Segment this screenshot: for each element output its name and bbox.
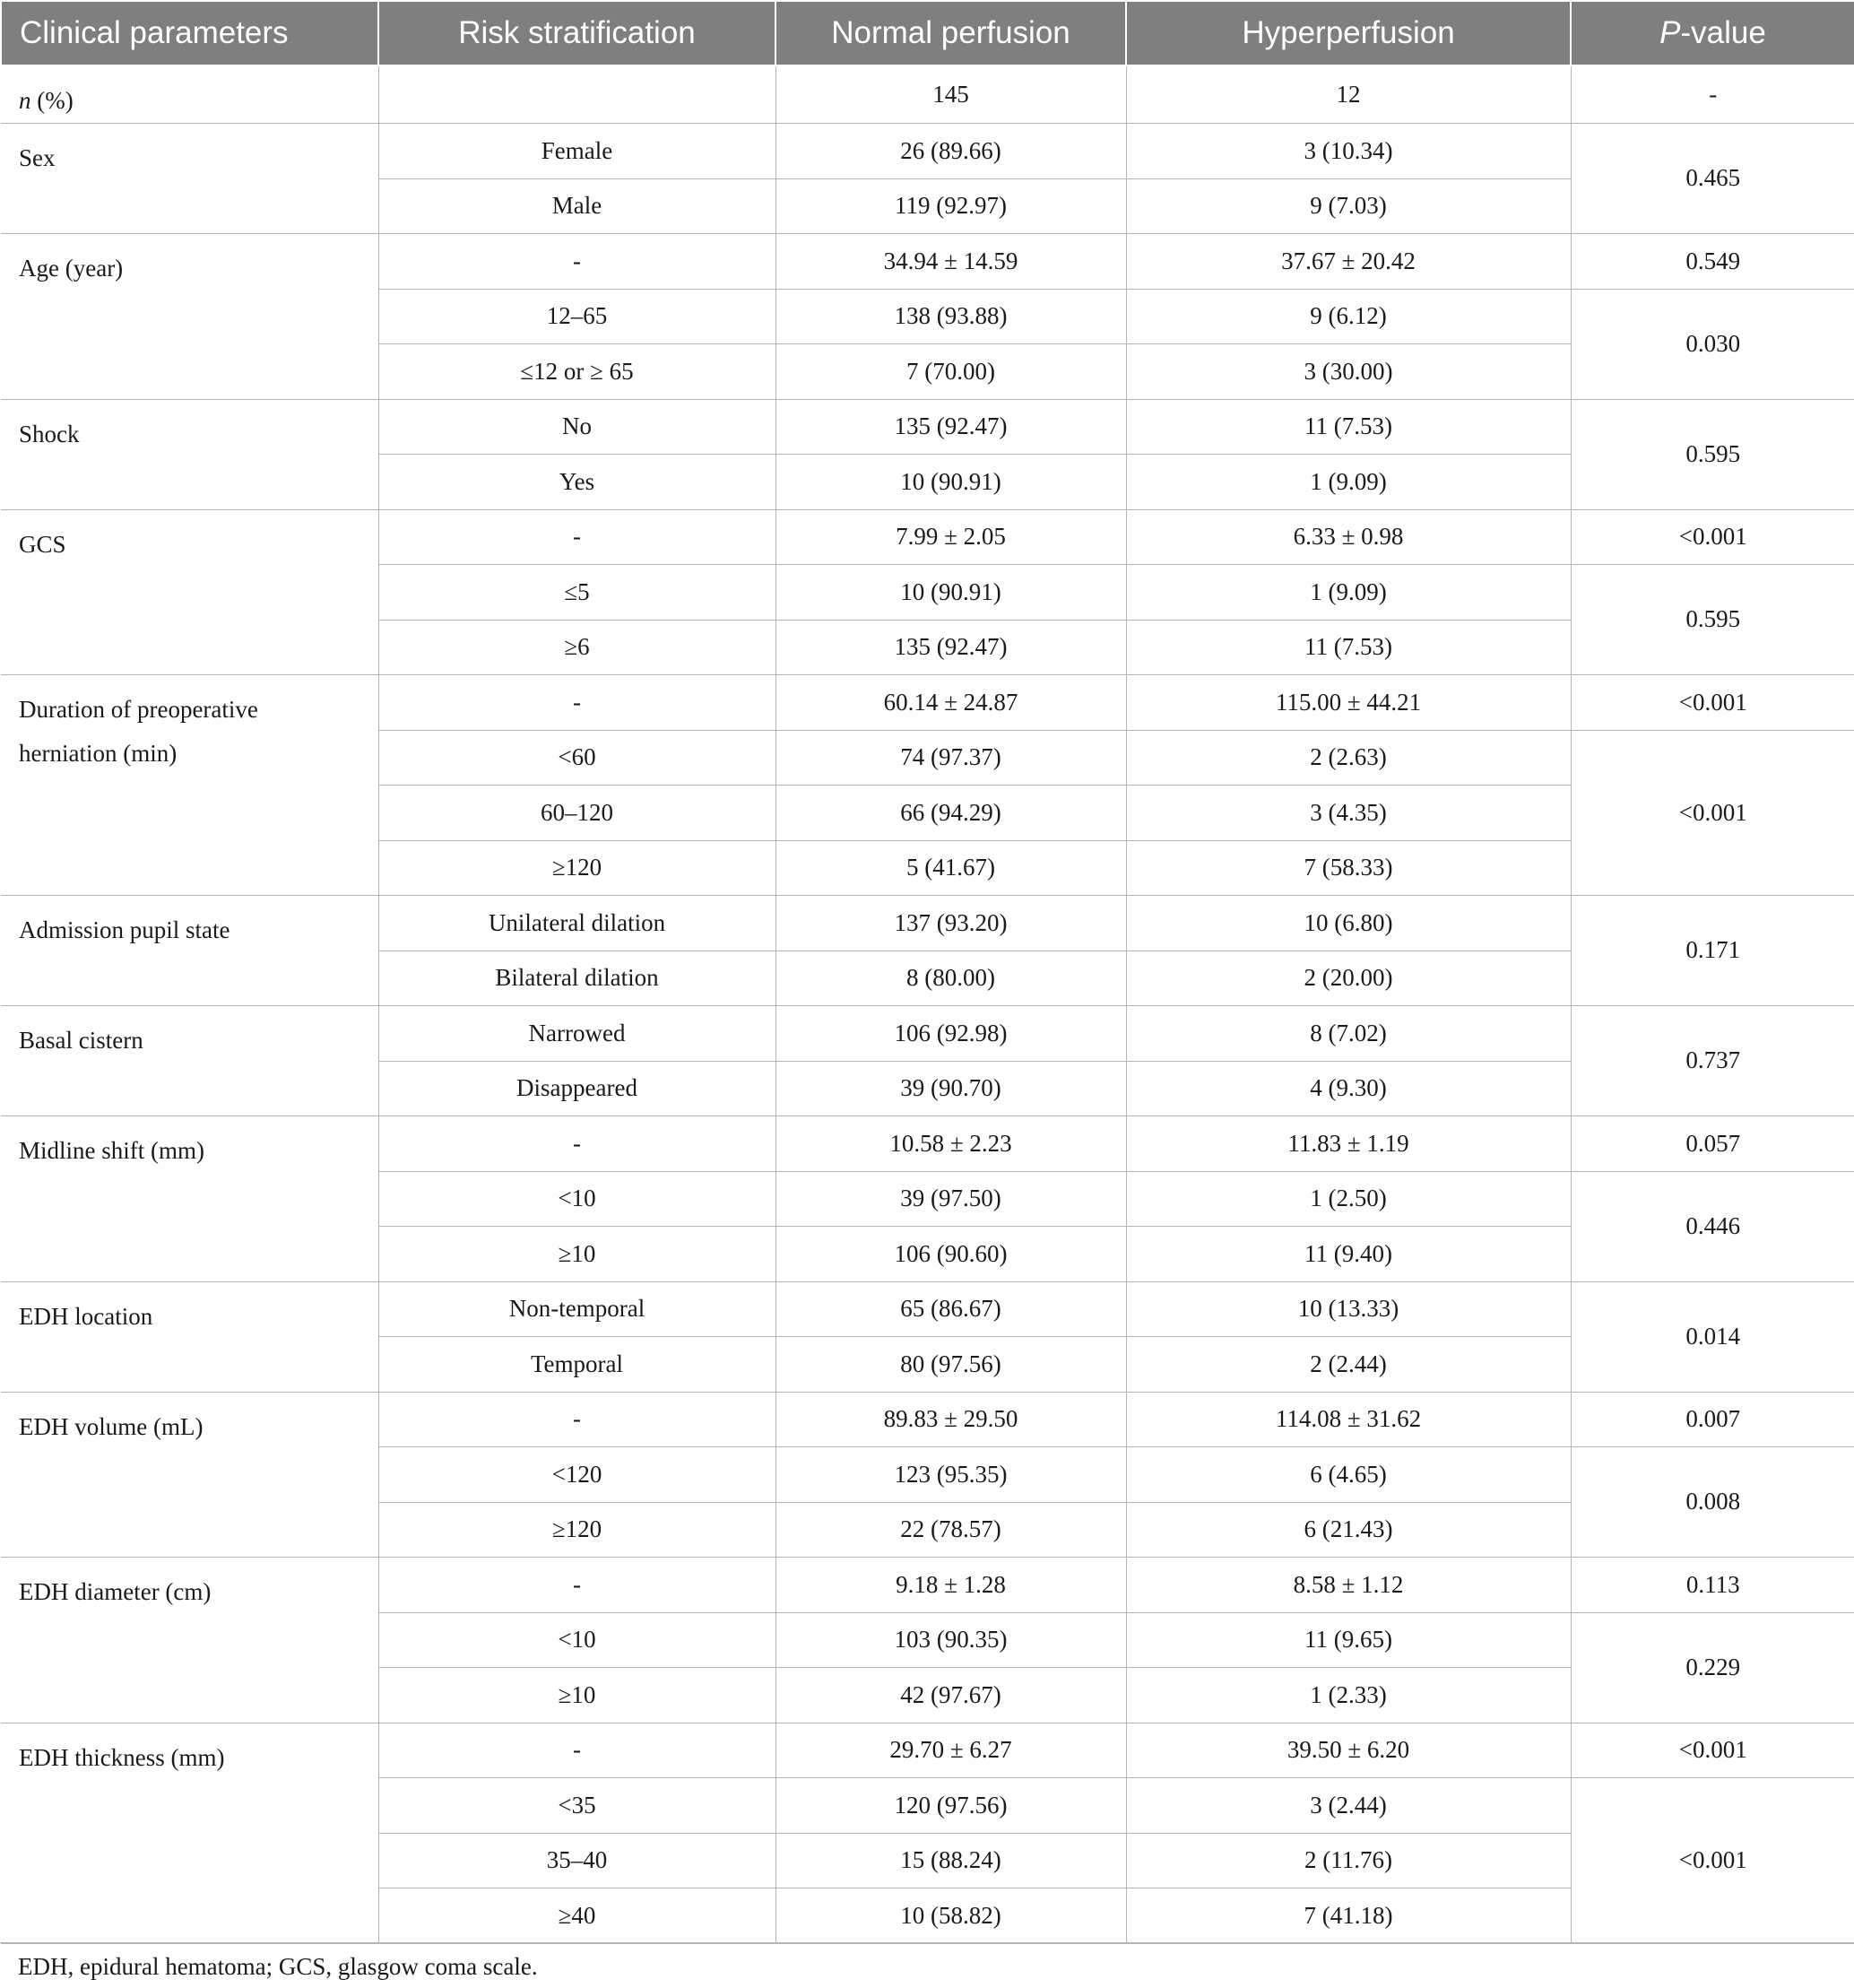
cell-p-value: 0.014 bbox=[1571, 1281, 1854, 1392]
cell-strat: 35–40 bbox=[378, 1833, 775, 1888]
row-label-sex: Sex bbox=[1, 124, 378, 234]
cell-normal: 34.94 ± 14.59 bbox=[775, 234, 1126, 290]
table-row bbox=[1, 675, 1854, 731]
cell-strat: - bbox=[378, 1558, 775, 1613]
cell-strat bbox=[378, 65, 775, 124]
cell-hyper: 8 (7.02) bbox=[1126, 1006, 1571, 1062]
cell-strat: ≤5 bbox=[378, 565, 775, 621]
cell-hyper: 11 (9.65) bbox=[1126, 1612, 1571, 1668]
herniation-label-line2: herniation (min) bbox=[19, 740, 178, 767]
row-label-gcs: GCS bbox=[1, 509, 378, 675]
cell-normal: 10 (90.91) bbox=[775, 565, 1126, 621]
cell-normal: 106 (90.60) bbox=[775, 1227, 1126, 1282]
table-header bbox=[1, 1, 1854, 65]
table-row bbox=[1, 234, 1854, 290]
header-p-value bbox=[1571, 1, 1854, 65]
cell-strat: Female bbox=[378, 124, 775, 179]
cell-hyper: 7 (41.18) bbox=[1126, 1888, 1571, 1944]
cell-strat: 12–65 bbox=[378, 289, 775, 344]
cell-hyper: 115.00 ± 44.21 bbox=[1126, 675, 1571, 731]
cell-normal: 42 (97.67) bbox=[775, 1668, 1126, 1723]
cell-p-value: 0.595 bbox=[1571, 565, 1854, 675]
cell-hyper: 12 bbox=[1126, 65, 1571, 124]
header-p-italic: P bbox=[1659, 15, 1681, 50]
cell-strat: Bilateral dilation bbox=[378, 951, 775, 1006]
cell-normal: 106 (92.98) bbox=[775, 1006, 1126, 1062]
header-normal-perfusion: Normal perfusion bbox=[775, 1, 1126, 65]
cell-p-value: 0.446 bbox=[1571, 1171, 1854, 1281]
cell-normal: 123 (95.35) bbox=[775, 1447, 1126, 1503]
table-row bbox=[1, 1116, 1854, 1172]
cell-hyper: 8.58 ± 1.12 bbox=[1126, 1558, 1571, 1613]
header-clinical-parameters: Clinical parameters bbox=[1, 1, 378, 65]
cell-strat: ≥120 bbox=[378, 1502, 775, 1558]
cell-hyper: 2 (2.44) bbox=[1126, 1337, 1571, 1393]
cell-hyper: 11 (9.40) bbox=[1126, 1227, 1571, 1282]
cell-strat: ≥10 bbox=[378, 1227, 775, 1282]
row-label-herniation bbox=[1, 675, 378, 896]
cell-normal: 7 (70.00) bbox=[775, 344, 1126, 400]
cell-normal: 9.18 ± 1.28 bbox=[775, 1558, 1126, 1613]
cell-p-value: <0.001 bbox=[1571, 1723, 1854, 1778]
cell-hyper: 6 (21.43) bbox=[1126, 1502, 1571, 1558]
cell-strat: <10 bbox=[378, 1171, 775, 1227]
cell-normal: 29.70 ± 6.27 bbox=[775, 1723, 1126, 1778]
cell-strat: Male bbox=[378, 178, 775, 234]
cell-hyper: 1 (9.09) bbox=[1126, 565, 1571, 621]
row-label-midline: Midline shift (mm) bbox=[1, 1116, 378, 1282]
cell-p-value: <0.001 bbox=[1571, 1778, 1854, 1944]
cell-p-value: 0.057 bbox=[1571, 1116, 1854, 1172]
cell-normal: 103 (90.35) bbox=[775, 1612, 1126, 1668]
cell-normal: 80 (97.56) bbox=[775, 1337, 1126, 1393]
cell-normal: 135 (92.47) bbox=[775, 399, 1126, 455]
row-label-cistern: Basal cistern bbox=[1, 1006, 378, 1116]
cell-strat: <120 bbox=[378, 1447, 775, 1503]
cell-normal: 137 (93.20) bbox=[775, 896, 1126, 951]
cell-strat: Disappeared bbox=[378, 1061, 775, 1116]
cell-strat: Unilateral dilation bbox=[378, 896, 775, 951]
cell-strat: - bbox=[378, 1392, 775, 1447]
row-label-shock: Shock bbox=[1, 399, 378, 509]
cell-normal: 10 (90.91) bbox=[775, 455, 1126, 510]
cell-strat: Narrowed bbox=[378, 1006, 775, 1062]
cell-hyper: 37.67 ± 20.42 bbox=[1126, 234, 1571, 290]
cell-p-value: 0.595 bbox=[1571, 399, 1854, 509]
row-label-volume: EDH volume (mL) bbox=[1, 1392, 378, 1558]
cell-normal: 10 (58.82) bbox=[775, 1888, 1126, 1944]
cell-strat: - bbox=[378, 509, 775, 565]
cell-normal: 74 (97.37) bbox=[775, 730, 1126, 786]
cell-strat: <35 bbox=[378, 1778, 775, 1834]
cell-p-value: 0.113 bbox=[1571, 1558, 1854, 1613]
table-footnote: EDH, epidural hematoma; GCS, glasgow coma scale. bbox=[18, 1953, 538, 1980]
header-risk-stratification: Risk stratification bbox=[378, 1, 775, 65]
cell-p-value: 0.229 bbox=[1571, 1612, 1854, 1723]
table-row bbox=[1, 124, 1854, 179]
cell-hyper: 1 (2.50) bbox=[1126, 1171, 1571, 1227]
row-label-n bbox=[1, 65, 378, 124]
cell-strat: No bbox=[378, 399, 775, 455]
table-row bbox=[1, 399, 1854, 455]
cell-p-value: 0.007 bbox=[1571, 1392, 1854, 1447]
cell-normal: 8 (80.00) bbox=[775, 951, 1126, 1006]
cell-normal: 135 (92.47) bbox=[775, 620, 1126, 675]
cell-normal: 120 (97.56) bbox=[775, 1778, 1126, 1834]
cell-strat: Yes bbox=[378, 455, 775, 510]
cell-strat: - bbox=[378, 1723, 775, 1778]
cell-hyper: 114.08 ± 31.62 bbox=[1126, 1392, 1571, 1447]
n-rest: (%) bbox=[30, 87, 74, 114]
cell-normal: 7.99 ± 2.05 bbox=[775, 509, 1126, 565]
cell-hyper: 11 (7.53) bbox=[1126, 399, 1571, 455]
cell-hyper: 2 (2.63) bbox=[1126, 730, 1571, 786]
cell-strat: ≥6 bbox=[378, 620, 775, 675]
cell-strat: - bbox=[378, 675, 775, 731]
cell-strat: - bbox=[378, 234, 775, 290]
table-body bbox=[1, 65, 1854, 1943]
cell-p-value: 0.737 bbox=[1571, 1006, 1854, 1116]
cell-p-value: <0.001 bbox=[1571, 509, 1854, 565]
cell-normal: 5 (41.67) bbox=[775, 840, 1126, 896]
cell-normal: 138 (93.88) bbox=[775, 289, 1126, 344]
cell-normal: 39 (97.50) bbox=[775, 1171, 1126, 1227]
cell-hyper: 3 (4.35) bbox=[1126, 786, 1571, 841]
cell-strat: <10 bbox=[378, 1612, 775, 1668]
cell-normal: 15 (88.24) bbox=[775, 1833, 1126, 1888]
herniation-label-line1: Duration of preoperative bbox=[19, 696, 258, 723]
cell-strat: 60–120 bbox=[378, 786, 775, 841]
cell-normal: 89.83 ± 29.50 bbox=[775, 1392, 1126, 1447]
table-row bbox=[1, 1392, 1854, 1447]
cell-hyper: 4 (9.30) bbox=[1126, 1061, 1571, 1116]
cell-p-value: 0.465 bbox=[1571, 124, 1854, 234]
cell-hyper: 11 (7.53) bbox=[1126, 620, 1571, 675]
cell-hyper: 3 (30.00) bbox=[1126, 344, 1571, 400]
cell-hyper: 2 (20.00) bbox=[1126, 951, 1571, 1006]
cell-normal: 10.58 ± 2.23 bbox=[775, 1116, 1126, 1172]
cell-hyper: 10 (6.80) bbox=[1126, 896, 1571, 951]
cell-strat: ≥40 bbox=[378, 1888, 775, 1944]
row-label-age: Age (year) bbox=[1, 234, 378, 400]
cell-hyper: 11.83 ± 1.19 bbox=[1126, 1116, 1571, 1172]
cell-strat: - bbox=[378, 1116, 775, 1172]
header-p-rest: -value bbox=[1680, 15, 1766, 50]
footnote-divider bbox=[0, 1942, 1854, 1943]
cell-hyper: 3 (10.34) bbox=[1126, 124, 1571, 179]
cell-normal: 39 (90.70) bbox=[775, 1061, 1126, 1116]
table-row bbox=[1, 1723, 1854, 1778]
table-row bbox=[1, 1281, 1854, 1337]
cell-hyper: 7 (58.33) bbox=[1126, 840, 1571, 896]
cell-p-value: - bbox=[1571, 65, 1854, 124]
cell-strat: <60 bbox=[378, 730, 775, 786]
cell-strat: Temporal bbox=[378, 1337, 775, 1393]
table-row bbox=[1, 65, 1854, 124]
cell-hyper: 2 (11.76) bbox=[1126, 1833, 1571, 1888]
cell-normal: 145 bbox=[775, 65, 1126, 124]
cell-strat: Non-temporal bbox=[378, 1281, 775, 1337]
header-row bbox=[1, 1, 1854, 65]
table-row bbox=[1, 1558, 1854, 1613]
row-label-diameter: EDH diameter (cm) bbox=[1, 1558, 378, 1723]
cell-hyper: 6.33 ± 0.98 bbox=[1126, 509, 1571, 565]
cell-hyper: 1 (9.09) bbox=[1126, 455, 1571, 510]
row-label-location: EDH location bbox=[1, 1281, 378, 1392]
cell-normal: 65 (86.67) bbox=[775, 1281, 1126, 1337]
table-row bbox=[1, 1006, 1854, 1062]
cell-hyper: 3 (2.44) bbox=[1126, 1778, 1571, 1834]
cell-hyper: 9 (7.03) bbox=[1126, 178, 1571, 234]
row-label-pupil: Admission pupil state bbox=[1, 896, 378, 1006]
table-row bbox=[1, 509, 1854, 565]
cell-normal: 26 (89.66) bbox=[775, 124, 1126, 179]
cell-hyper: 1 (2.33) bbox=[1126, 1668, 1571, 1723]
cell-hyper: 10 (13.33) bbox=[1126, 1281, 1571, 1337]
cell-normal: 60.14 ± 24.87 bbox=[775, 675, 1126, 731]
cell-hyper: 9 (6.12) bbox=[1126, 289, 1571, 344]
row-label-thickness: EDH thickness (mm) bbox=[1, 1723, 378, 1943]
cell-p-value: 0.008 bbox=[1571, 1447, 1854, 1558]
cell-p-value: <0.001 bbox=[1571, 675, 1854, 731]
cell-p-value: <0.001 bbox=[1571, 730, 1854, 896]
cell-strat: ≥10 bbox=[378, 1668, 775, 1723]
cell-normal: 119 (92.97) bbox=[775, 178, 1126, 234]
cell-p-value: 0.030 bbox=[1571, 289, 1854, 399]
cell-hyper: 6 (4.65) bbox=[1126, 1447, 1571, 1503]
cell-normal: 22 (78.57) bbox=[775, 1502, 1126, 1558]
cell-hyper: 39.50 ± 6.20 bbox=[1126, 1723, 1571, 1778]
cell-p-value: 0.171 bbox=[1571, 896, 1854, 1006]
cell-normal: 66 (94.29) bbox=[775, 786, 1126, 841]
table-row bbox=[1, 896, 1854, 951]
cell-p-value: 0.549 bbox=[1571, 234, 1854, 290]
n-italic: n bbox=[19, 87, 31, 114]
cell-strat: ≥120 bbox=[378, 840, 775, 896]
cell-strat: ≤12 or ≥ 65 bbox=[378, 344, 775, 400]
header-hyperperfusion: Hyperperfusion bbox=[1126, 1, 1571, 65]
